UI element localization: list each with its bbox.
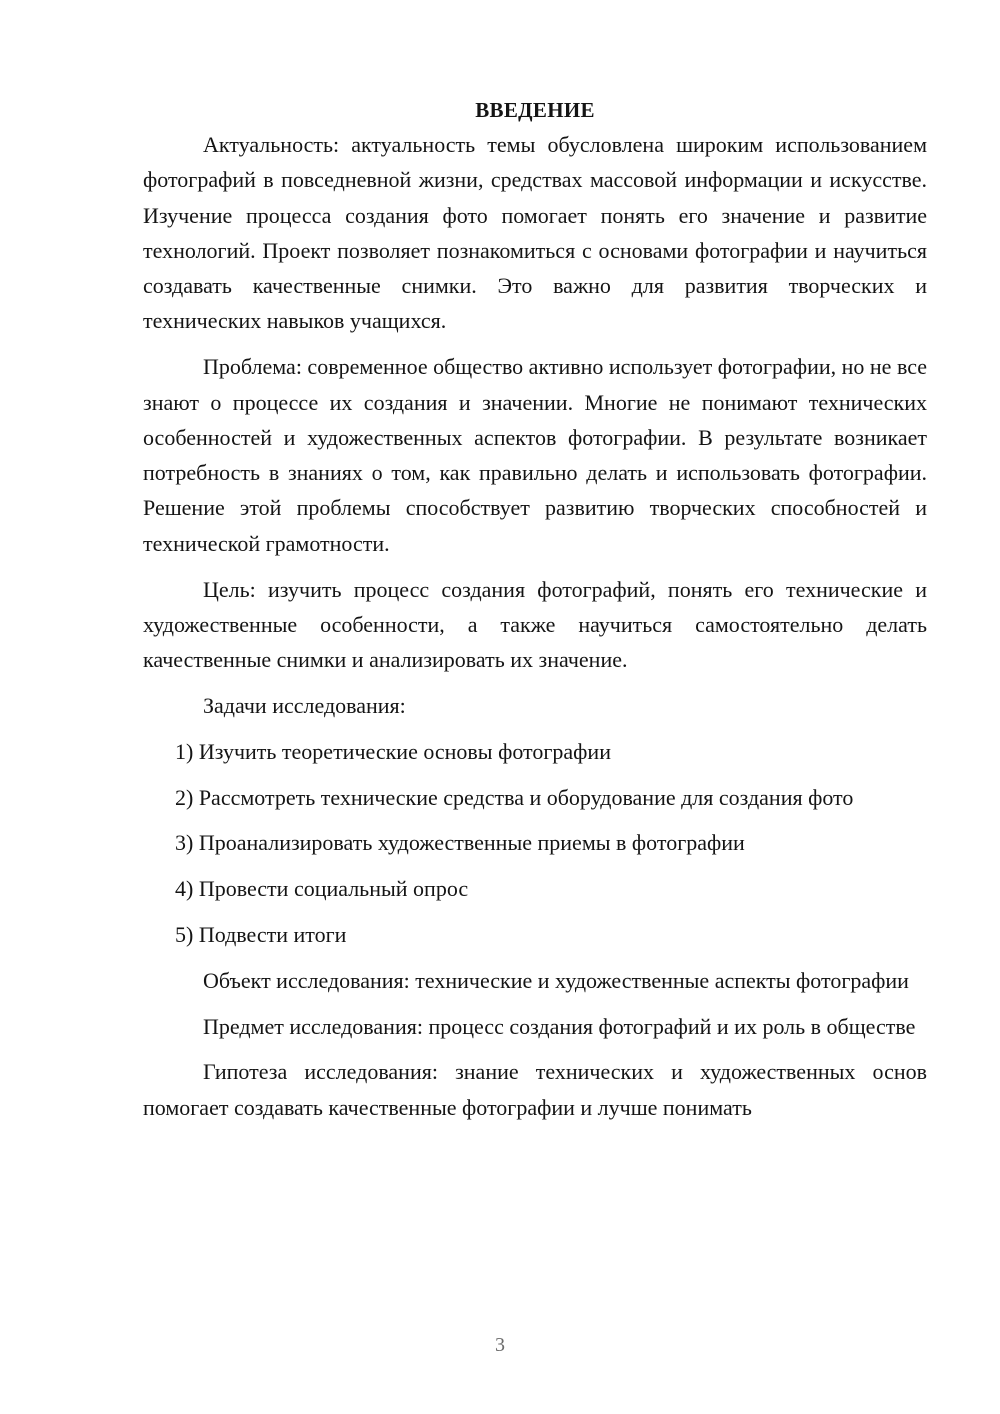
- tasks-title: Задачи исследования:: [203, 692, 406, 718]
- task-item-4: 4) Провести социальный опрос: [175, 876, 469, 902]
- relevance-paragraph: Актуальность: актуальность темы обусловлена широким использованием фотографий в повседневной жизни, средствах массовой информации и искусстве. Изучение процесса создания фото помогает понять его значение и развитие технологий. Проект позволяет познакомиться с основами фотографии и научиться создавать качественные снимки. Это важно для развития творческих и технических навыков учащихся.: [143, 132, 927, 334]
- subject-paragraph: Предмет исследования: процесс создания фотографий и их роль в обществе: [203, 1013, 916, 1039]
- task-item-1: 1) Изучить теоретические основы фотографии: [175, 738, 611, 764]
- task-item-5: 5) Подвести итоги: [175, 921, 347, 947]
- task-item-2: 2) Рассмотреть технические средства и оборудование для создания фото: [175, 784, 854, 810]
- problem-paragraph: Проблема: современное общество активно использует фотографии, но не все знают о процессе их создания и значении. Многие не понимают технических особенностей и художественных аспектов фотографии. В результате возникает потребность в знаниях о том, как правильно делать и использовать фотографии. Решение этой проблемы способствует развитию творческих способностей и технической грамотности.: [143, 354, 927, 556]
- object-paragraph: Объект исследования: технические и художественные аспекты фотографии: [203, 967, 909, 993]
- page-number: 3: [495, 1334, 505, 1356]
- goal-paragraph: Цель: изучить процесс создания фотографий, понять его технические и художественные особенности, а также научиться самостоятельно делать качественные снимки и анализировать их значение.: [143, 576, 927, 673]
- tasks-list: [143, 734, 927, 952]
- section-heading: ВВЕДЕНИЕ: [475, 98, 595, 122]
- task-item-3: 3) Проанализировать художественные приемы в фотографии: [175, 830, 745, 856]
- hypothesis-paragraph: Гипотеза исследования: знание технических и художественных основ помогает создавать качественные фотографии и лучше понимать: [143, 1059, 927, 1120]
